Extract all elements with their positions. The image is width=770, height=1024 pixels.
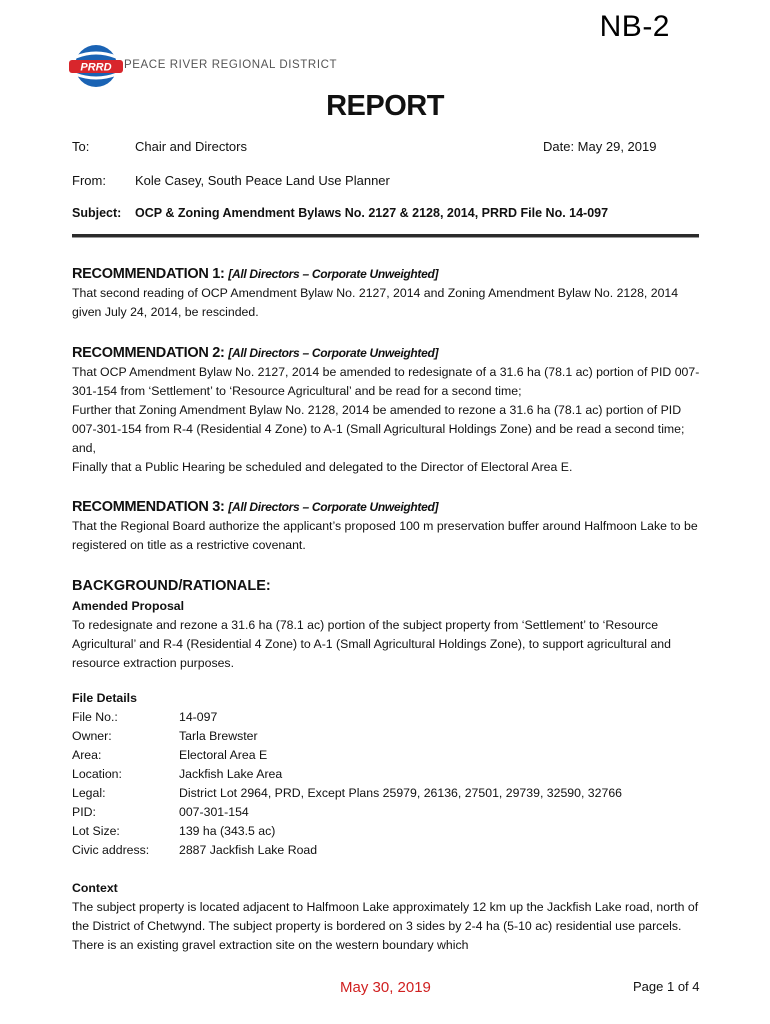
recommendation-text: Further that Zoning Amendment Bylaw No. 2128, 2014 be amended to rezone a 31.6 ha (78.1 ac) portion of PID 007-301-154 from R-4 (Residential 4 Zone) to A-1 (Small Agricultural Holdings Zone) and be read a second time; and, [72, 403, 685, 455]
file-detail-row [72, 803, 702, 822]
recommendation-text: That OCP Amendment Bylaw No. 2127, 2014 be amended to redesignate of a 31.6 ha (78.1 ac) portion of PID 007-301-154 from ‘Settlement’ to ‘Resource Agricultural’ and be read for a second time; [72, 365, 700, 398]
document-code: NB-2 [599, 10, 670, 43]
file-detail-value: 14-097 [179, 710, 218, 724]
recommendation-heading: RECOMMENDATION 2: [All Directors – Corporate Unweighted] [72, 345, 439, 361]
file-details-heading: File Details [72, 691, 137, 705]
file-detail-row [72, 765, 702, 784]
recommendation-1 [72, 265, 702, 322]
file-detail-key: Legal: [72, 786, 106, 800]
file-details [72, 689, 702, 860]
context-text: The subject property is located adjacent to Halfmoon Lake approximately 12 km up the Jackfish Lake road, north of the District of Chetwynd. The subject property is bordered on 3 sides by 2-4 ha (5-10 ac) residential use parcels. There is an existing gravel extraction site on the western boundary which [72, 900, 699, 952]
file-detail-row [72, 708, 702, 727]
recommendation-text: That second reading of OCP Amendment Bylaw No. 2127, 2014 and Zoning Amendment Bylaw No. 2128, 2014 given July 24, 2014, be rescinded. [72, 286, 679, 319]
svg-text:PRRD: PRRD [80, 61, 112, 74]
page-number: Page 1 of 4 [633, 979, 700, 994]
file-detail-row [72, 746, 702, 765]
vote-type: [All Directors – Corporate Unweighted] [228, 267, 439, 281]
received-date-stamp: May 30, 2019 [340, 979, 431, 996]
recommendation-text: That the Regional Board authorize the applicant’s proposed 100 m preservation buffer around Halfmoon Lake to be registered on title as a restrictive covenant. [72, 519, 698, 552]
file-detail-key: Area: [72, 748, 102, 762]
recommendation-heading: RECOMMENDATION 3: [All Directors – Corporate Unweighted] [72, 499, 439, 515]
prrd-logo [68, 43, 124, 89]
to-label: To: [72, 139, 90, 154]
background-heading: BACKGROUND/RATIONALE: [72, 578, 271, 594]
file-detail-key: File No.: [72, 710, 118, 724]
file-detail-key: Owner: [72, 729, 112, 743]
recommendation-text: Finally that a Public Hearing be scheduled and delegated to the Director of Electoral Area E. [72, 460, 573, 474]
report-date: Date: May 29, 2019 [543, 139, 657, 154]
file-detail-value: 2887 Jackfish Lake Road [179, 843, 318, 857]
recommendation-heading: RECOMMENDATION 1: [All Directors – Corporate Unweighted] [72, 266, 439, 282]
subject-value: OCP & Zoning Amendment Bylaws No. 2127 & 2128, 2014, PRRD File No. 14-097 [135, 206, 609, 220]
to-value: Chair and Directors [135, 139, 247, 154]
from-value: Kole Casey, South Peace Land Use Planner [135, 173, 390, 188]
file-detail-value: District Lot 2964, PRD, Except Plans 25979, 26136, 27501, 29739, 32590, 32766 [179, 786, 623, 800]
recommendation-2 [72, 344, 702, 477]
organization-name: PEACE RIVER REGIONAL DISTRICT [124, 59, 338, 71]
file-detail-key: PID: [72, 805, 96, 819]
subject-label: Subject: [72, 206, 122, 220]
file-detail-row [72, 727, 702, 746]
background-section [72, 577, 702, 673]
amended-proposal-heading: Amended Proposal [72, 599, 185, 613]
file-detail-value: Tarla Brewster [179, 729, 258, 743]
vote-type: [All Directors – Corporate Unweighted] [228, 346, 439, 360]
file-detail-row [72, 822, 702, 841]
file-detail-key: Location: [72, 767, 122, 781]
file-detail-value: Electoral Area E [179, 748, 268, 762]
context-heading: Context [72, 881, 118, 895]
file-detail-key: Civic address: [72, 843, 150, 857]
file-detail-value: 007-301-154 [179, 805, 249, 819]
header-divider-shadow [72, 237, 699, 238]
report-title: REPORT [326, 90, 444, 122]
vote-type: [All Directors – Corporate Unweighted] [228, 500, 439, 514]
file-detail-row [72, 841, 702, 860]
recommendation-3 [72, 498, 702, 555]
file-detail-value: 139 ha (343.5 ac) [179, 824, 276, 838]
context-section [72, 879, 702, 955]
amended-proposal-text: To redesignate and rezone a 31.6 ha (78.1 ac) portion of the subject property from ‘Settlement’ to ‘Resource Agricultural’ and R-4 (Residential 4 Zone) to A-1 (Small Agricultural Holdings Zone), to support agricultural and resource extraction purposes. [72, 618, 671, 670]
file-detail-value: Jackfish Lake Area [179, 767, 283, 781]
file-detail-key: Lot Size: [72, 824, 120, 838]
file-detail-row [72, 784, 702, 803]
from-label: From: [72, 173, 106, 188]
